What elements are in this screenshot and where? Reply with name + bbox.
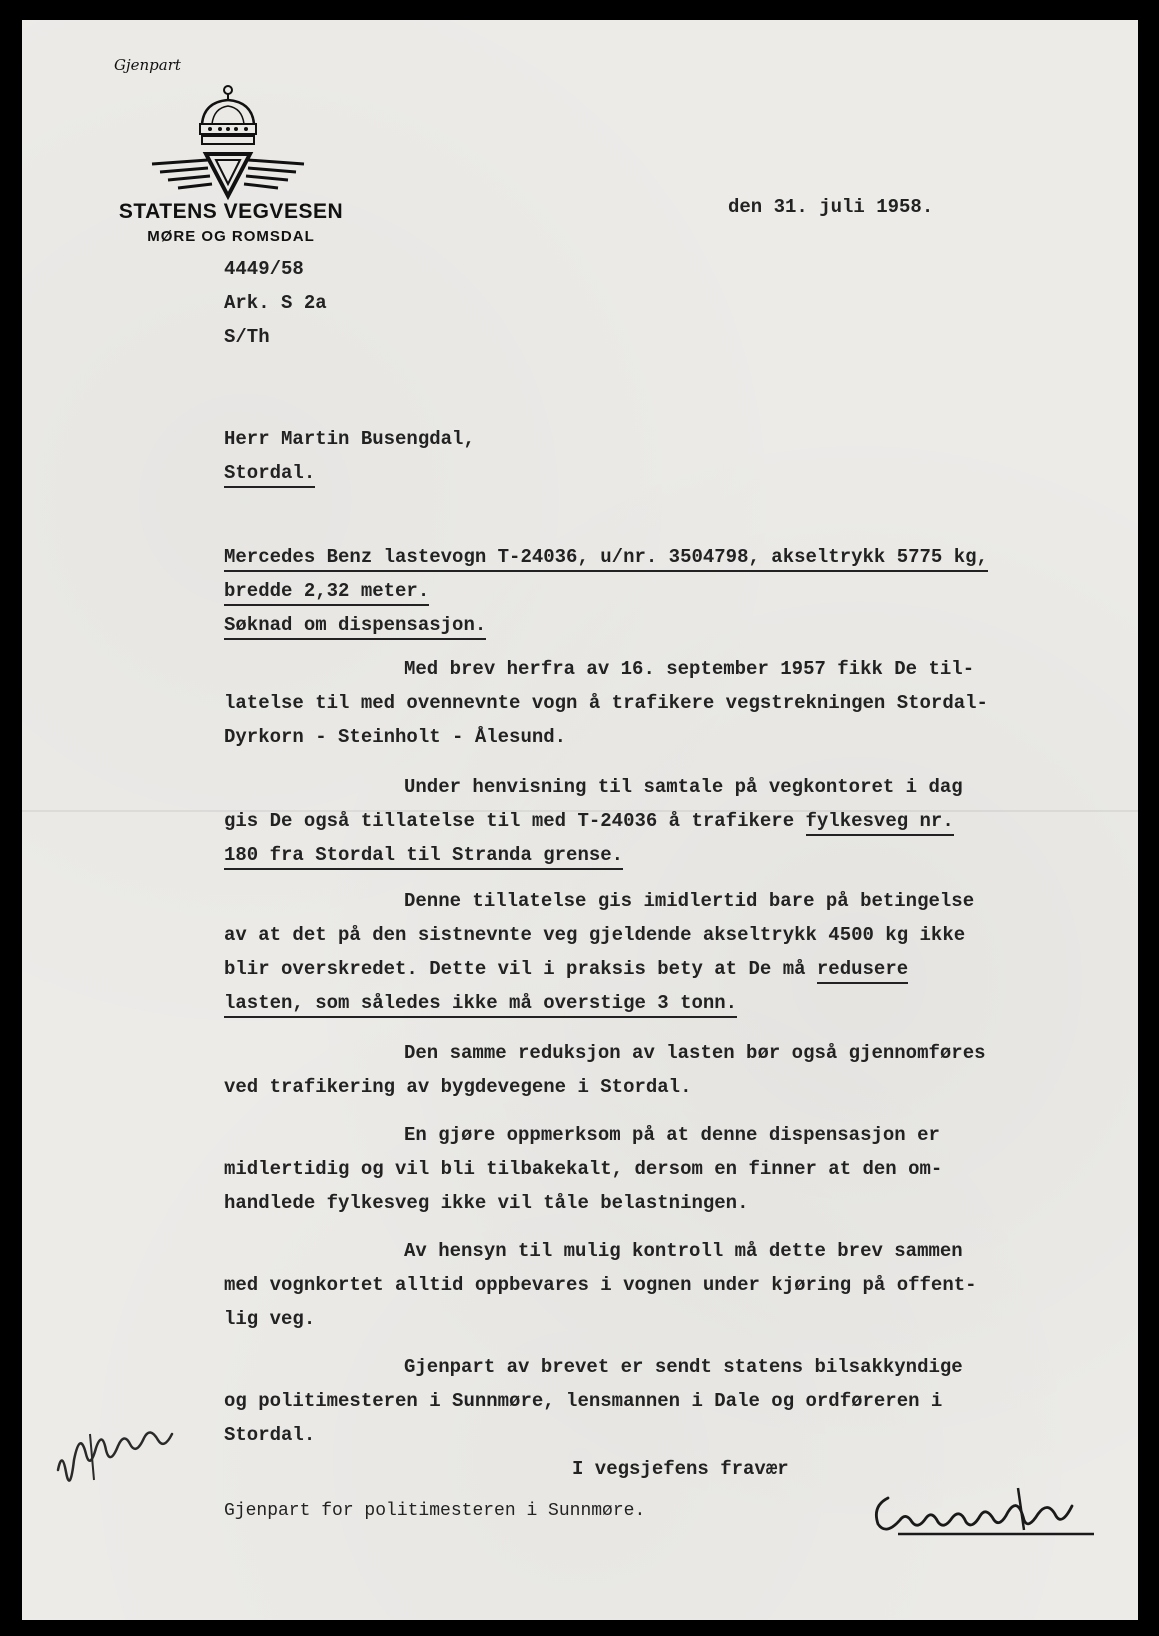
- body-line: Av hensyn til mulig kontroll må dette brev sammen: [404, 1240, 963, 1262]
- body-line-wrap: [224, 846, 623, 865]
- body-line: Med brev herfra av 16. september 1957 fikk De til-: [404, 658, 975, 680]
- archive-code: Ark. S 2a: [224, 292, 327, 314]
- body-line: Den samme reduksjon av lasten bør også gjennomføres: [404, 1042, 986, 1064]
- subject-line-3-wrap: [224, 616, 486, 635]
- subject-line-3: Søknad om dispensasjon.: [224, 614, 486, 640]
- body-line: med vognkortet alltid oppbevares i vognen under kjøring på offent-: [224, 1274, 977, 1296]
- underlined-route: 180 fra Stordal til Stranda grense.: [224, 844, 623, 870]
- body-text: gis De også tillatelse til med T-24036 å trafikere: [224, 810, 806, 832]
- subject-line-1: Mercedes Benz lastevogn T-24036, u/nr. 3504798, akseltrykk 5775 kg,: [224, 546, 988, 572]
- body-line: latelse til med ovennevnte vogn å trafikere vegstrekningen Stordal-: [224, 692, 988, 714]
- org-subdivision: MØRE OG ROMSDAL: [147, 228, 315, 245]
- subject-line-1-wrap: [224, 548, 988, 567]
- body-line: Under henvisning til samtale på vegkontoret i dag: [404, 776, 963, 798]
- crown-wings-logo: [148, 80, 308, 204]
- handwritten-signature: [868, 1476, 1098, 1546]
- body-line: midlertidig og vil bli tilbakekalt, dersom en finner at den om-: [224, 1158, 943, 1180]
- recipient-place: Stordal.: [224, 462, 315, 488]
- letter-page: [22, 20, 1138, 1620]
- body-line-wrap: [224, 994, 737, 1013]
- underlined-load-limit: lasten, som således ikke må overstige 3 tonn.: [224, 992, 737, 1018]
- recipient-name: Herr Martin Busengdal,: [224, 428, 475, 450]
- closing-absence: I vegsjefens fravær: [572, 1458, 789, 1480]
- cc-note: Gjenpart for politimesteren i Sunnmøre.: [224, 1501, 646, 1521]
- underlined-reduce: redusere: [817, 958, 908, 984]
- handwritten-initials: [50, 1410, 180, 1500]
- underlined-road: fylkesveg nr.: [806, 810, 954, 836]
- body-line: lig veg.: [224, 1308, 316, 1330]
- letter-date: den 31. juli 1958.: [728, 196, 934, 218]
- body-line: ved trafikering av bygdevegene i Stordal.: [224, 1076, 692, 1098]
- subject-line-2-wrap: [224, 582, 429, 601]
- body-line: handlede fylkesveg ikke vil tåle belastningen.: [224, 1192, 749, 1214]
- body-line: og politimesteren i Sunnmøre, lensmannen i Dale og ordføreren i: [224, 1390, 943, 1412]
- body-line-mixed: [224, 812, 954, 831]
- body-line-mixed: [224, 960, 908, 979]
- initials: S/Th: [224, 326, 270, 348]
- body-line: av at det på den sistnevnte veg gjeldende akseltrykk 4500 kg ikke: [224, 924, 966, 946]
- subject-line-2: bredde 2,32 meter.: [224, 580, 429, 606]
- body-line: Stordal.: [224, 1424, 316, 1446]
- body-text: blir overskredet. Dette vil i praksis bety at De må: [224, 958, 817, 980]
- copy-mark: Gjenpart: [114, 56, 181, 74]
- body-line: Denne tillatelse gis imidlertid bare på betingelse: [404, 890, 975, 912]
- org-name: STATENS VEGVESEN: [118, 200, 344, 223]
- recipient-place-wrap: [224, 464, 315, 483]
- body-line: Dyrkorn - Steinholt - Ålesund.: [224, 726, 567, 748]
- reference-number: 4449/58: [224, 258, 304, 280]
- body-line: En gjøre oppmerksom på at denne dispensasjon er: [404, 1124, 940, 1146]
- body-line: Gjenpart av brevet er sendt statens bilsakkyndige: [404, 1356, 963, 1378]
